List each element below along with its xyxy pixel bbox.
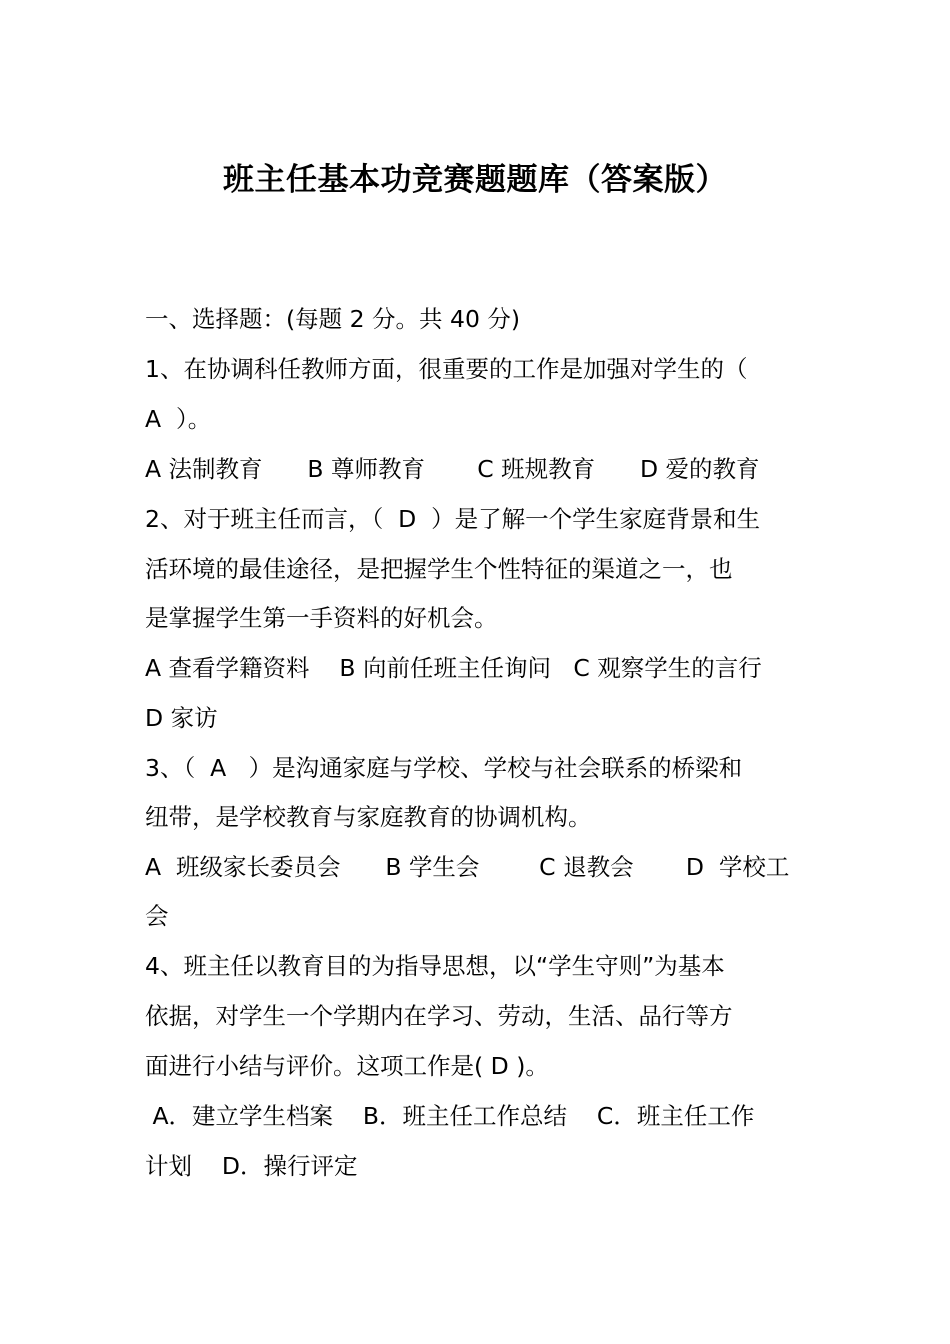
question-1-answer: A ）。 xyxy=(145,405,212,433)
question-2-text: 2、对于班主任而言，（ D ）是了解一个学生家庭背景和生 xyxy=(145,505,761,533)
section-heading: 一、选择题：(每题 2 分。共 40 分) xyxy=(145,305,521,333)
document-title: 班主任基本功竞赛题题库（答案版） xyxy=(223,162,727,198)
question-1-options: A 法制教育 B 尊师教育 C 班规教育 D 爱的教育 xyxy=(145,455,760,483)
question-4-options: 计划 D．操行评定 xyxy=(145,1152,358,1180)
question-3-options: A 班级家长委员会 B 学生会 C 退教会 D 学校工 xyxy=(145,853,790,881)
question-2-options: A 查看学籍资料 B 向前任班主任询问 C 观察学生的言行 xyxy=(145,654,762,682)
question-4-options: A．建立学生档案 B．班主任工作总结 C．班主任工作 xyxy=(145,1102,755,1130)
question-4-text: 依据，对学生一个学期内在学习、劳动，生活、品行等方 xyxy=(145,1002,733,1030)
question-1-text: 1、在协调科任教师方面，很重要的工作是加强对学生的（ xyxy=(145,355,748,383)
question-3-options: 会 xyxy=(145,902,169,930)
question-2-text: 是掌握学生第一手资料的好机会。 xyxy=(145,604,498,632)
question-4-text: 面进行小结与评价。这项工作是( D )。 xyxy=(145,1052,549,1080)
question-2-options: D 家访 xyxy=(145,704,218,732)
question-4-text: 4、班主任以教育目的为指导思想，以“学生守则”为基本 xyxy=(145,952,725,980)
question-3-text: 3、（ A ）是沟通家庭与学校、学校与社会联系的桥梁和 xyxy=(145,754,743,782)
question-2-text: 活环境的最佳途径，是把握学生个性特征的渠道之一，也 xyxy=(145,555,733,583)
question-3-text: 纽带，是学校教育与家庭教育的协调机构。 xyxy=(145,803,592,831)
